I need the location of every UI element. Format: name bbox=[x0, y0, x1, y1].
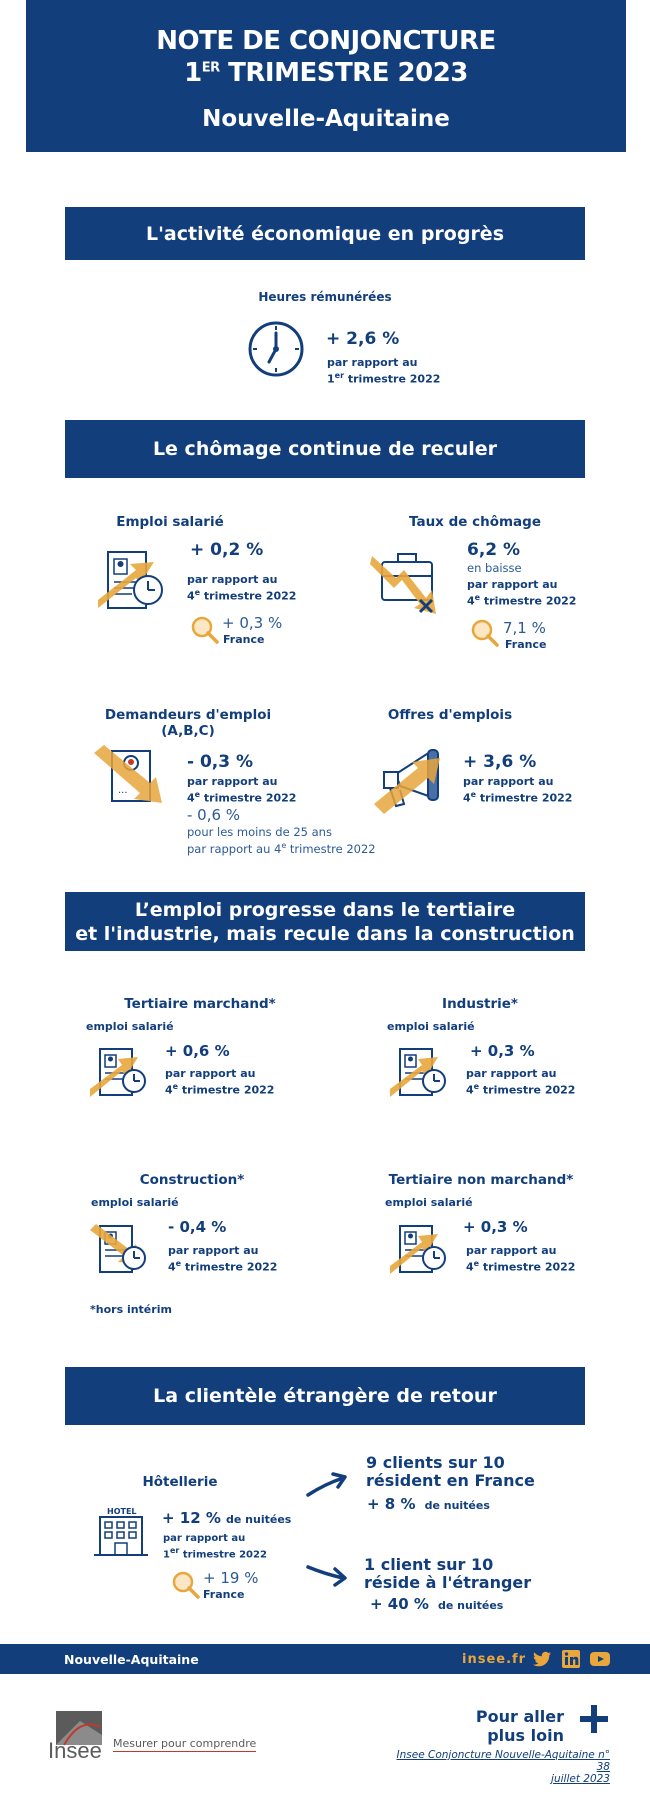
paid-hours-comparison: par rapport au 1er trimestre 2022 bbox=[327, 356, 441, 386]
employment-up-icon bbox=[88, 1045, 158, 1103]
non-market-services-label: Tertiaire non marchand* bbox=[388, 1172, 574, 1188]
hotel-nights-suffix: de nuitées bbox=[226, 1513, 292, 1526]
section-band-foreign-clients: La clientèle étrangère de retour bbox=[65, 1367, 585, 1425]
france-label: France bbox=[203, 1588, 245, 1601]
employment-down-icon bbox=[88, 1222, 158, 1280]
foreign-nights-group bbox=[370, 1594, 503, 1613]
page-subtitle: 1ER TRIMESTRE 2023 bbox=[184, 58, 468, 88]
salaried-employment-sublabel: emploi salarié bbox=[86, 1020, 174, 1033]
job-offers-value: + 3,6 % bbox=[463, 752, 537, 772]
resident-nights-value: + 8 % bbox=[367, 1495, 416, 1513]
jobseekers-down-icon bbox=[92, 745, 182, 815]
resident-nights-group bbox=[367, 1494, 490, 1513]
paid-hours-label: Heures rémunérées bbox=[258, 290, 392, 304]
section-band-activity: L'activité économique en progrès bbox=[65, 207, 585, 260]
svg-text:...: ... bbox=[118, 785, 128, 796]
young-jobseekers-comparison: pour les moins de 25 ans par rapport au 4e trimestre 2022 bbox=[187, 825, 376, 856]
foreign-nights-value: + 40 % bbox=[370, 1595, 429, 1613]
salaried-employment-comparison: par rapport au 4e trimestre 2022 bbox=[187, 573, 297, 603]
industry-value: + 0,3 % bbox=[470, 1042, 535, 1060]
region-title: Nouvelle-Aquitaine bbox=[202, 106, 450, 132]
employment-up-icon bbox=[96, 548, 186, 618]
arrow-up-right-icon bbox=[305, 1470, 351, 1500]
unemployment-france-value: 7,1 % bbox=[503, 619, 546, 637]
footer-bar bbox=[0, 1644, 650, 1674]
twitter-icon[interactable] bbox=[532, 1649, 552, 1669]
industry-label: Industrie* bbox=[442, 996, 518, 1012]
hotel-icon bbox=[92, 1505, 150, 1557]
salaried-employment-label: Emploi salarié bbox=[116, 514, 224, 530]
construction-label: Construction* bbox=[139, 1172, 245, 1188]
header-banner bbox=[26, 0, 626, 152]
foreign-nights-suffix: de nuitées bbox=[438, 1599, 504, 1612]
jobseekers-value: - 0,3 % bbox=[187, 752, 254, 772]
megaphone-up-icon bbox=[372, 740, 462, 815]
salaried-employment-sublabel: emploi salarié bbox=[385, 1196, 473, 1209]
jobseekers-label: Demandeurs d'emploi (A,B,C) bbox=[104, 707, 272, 739]
section-band-unemployment: Le chômage continue de reculer bbox=[65, 420, 585, 478]
market-services-label: Tertiaire marchand* bbox=[124, 996, 276, 1012]
more-info-title: Pour aller plus loin bbox=[475, 1707, 564, 1745]
unemployment-rate-label: Taux de chômage bbox=[408, 514, 541, 530]
insee-site-link[interactable]: insee.fr bbox=[462, 1652, 527, 1667]
youtube-icon[interactable] bbox=[589, 1649, 611, 1669]
magnifier-icon bbox=[470, 618, 500, 648]
linkedin-icon[interactable] bbox=[561, 1649, 581, 1669]
france-label: France bbox=[505, 638, 547, 651]
young-jobseekers-value: - 0,6 % bbox=[187, 806, 241, 824]
market-services-value: + 0,6 % bbox=[165, 1042, 230, 1060]
jobseekers-comparison: par rapport au 4e trimestre 2022 bbox=[187, 775, 297, 805]
hotels-label: Hôtellerie bbox=[142, 1474, 218, 1490]
insee-tagline: Mesurer pour comprendre bbox=[113, 1737, 257, 1750]
unemployment-rate-value: 6,2 % bbox=[467, 540, 521, 560]
foreign-clients: 1 client sur 10 réside à l'étranger bbox=[364, 1555, 532, 1592]
construction-comparison: par rapport au 4e trimestre 2022 bbox=[168, 1244, 278, 1274]
market-services-comparison: par rapport au 4e trimestre 2022 bbox=[165, 1067, 275, 1097]
magnifier-icon bbox=[171, 1570, 201, 1600]
hotel-sign-text: HOTEL bbox=[107, 1507, 137, 1516]
job-offers-label: Offres d'emplois bbox=[387, 707, 513, 723]
hotel-france-value: + 19 % bbox=[203, 1569, 259, 1587]
publication-link[interactable]: Insee Conjoncture Nouvelle-Aquitaine n° 38 juillet 2023 bbox=[396, 1749, 610, 1785]
non-market-services-comparison: par rapport au 4e trimestre 2022 bbox=[466, 1244, 576, 1274]
resident-nights-suffix: de nuitées bbox=[424, 1499, 490, 1512]
salaried-employment-sublabel: emploi salarié bbox=[387, 1020, 475, 1033]
hotel-nights-value: + 12 % bbox=[162, 1509, 221, 1527]
job-offers-comparison: par rapport au 4e trimestre 2022 bbox=[463, 775, 573, 805]
magnifier-icon bbox=[190, 615, 220, 645]
france-label: France bbox=[223, 633, 265, 646]
hotel-nights-value-group bbox=[162, 1508, 291, 1527]
salaried-employment-value: + 0,2 % bbox=[190, 540, 264, 560]
resident-clients: 9 clients sur 10 résident en France bbox=[366, 1453, 535, 1490]
salaried-employment-france-value: + 0,3 % bbox=[222, 614, 283, 632]
paid-hours-value: + 2,6 % bbox=[326, 329, 400, 349]
arrow-down-right-icon bbox=[305, 1562, 351, 1588]
industry-comparison: par rapport au 4e trimestre 2022 bbox=[466, 1067, 576, 1097]
insee-logo-text: Insee bbox=[48, 1738, 102, 1763]
plus-icon[interactable] bbox=[578, 1703, 610, 1735]
employment-up-icon bbox=[388, 1045, 458, 1103]
hotel-comparison: par rapport au 1er trimestre 2022 bbox=[163, 1533, 267, 1561]
page-title: NOTE DE CONJONCTURE bbox=[156, 26, 496, 56]
footer-region: Nouvelle-Aquitaine bbox=[64, 1652, 199, 1667]
unemployment-trend: en baisse bbox=[467, 561, 522, 575]
footnote: *hors intérim bbox=[90, 1303, 172, 1316]
clock-icon bbox=[247, 320, 305, 378]
non-market-services-value: + 0,3 % bbox=[463, 1218, 528, 1236]
employment-up-icon bbox=[388, 1222, 458, 1280]
construction-value: - 0,4 % bbox=[168, 1218, 227, 1236]
briefcase-down-icon bbox=[370, 548, 460, 623]
salaried-employment-sublabel: emploi salarié bbox=[91, 1196, 179, 1209]
unemployment-comparison: par rapport au 4e trimestre 2022 bbox=[467, 578, 577, 608]
section-band-sectors: L’emploi progresse dans le tertiaire et l'industrie, mais recule dans la construction bbox=[65, 892, 585, 951]
